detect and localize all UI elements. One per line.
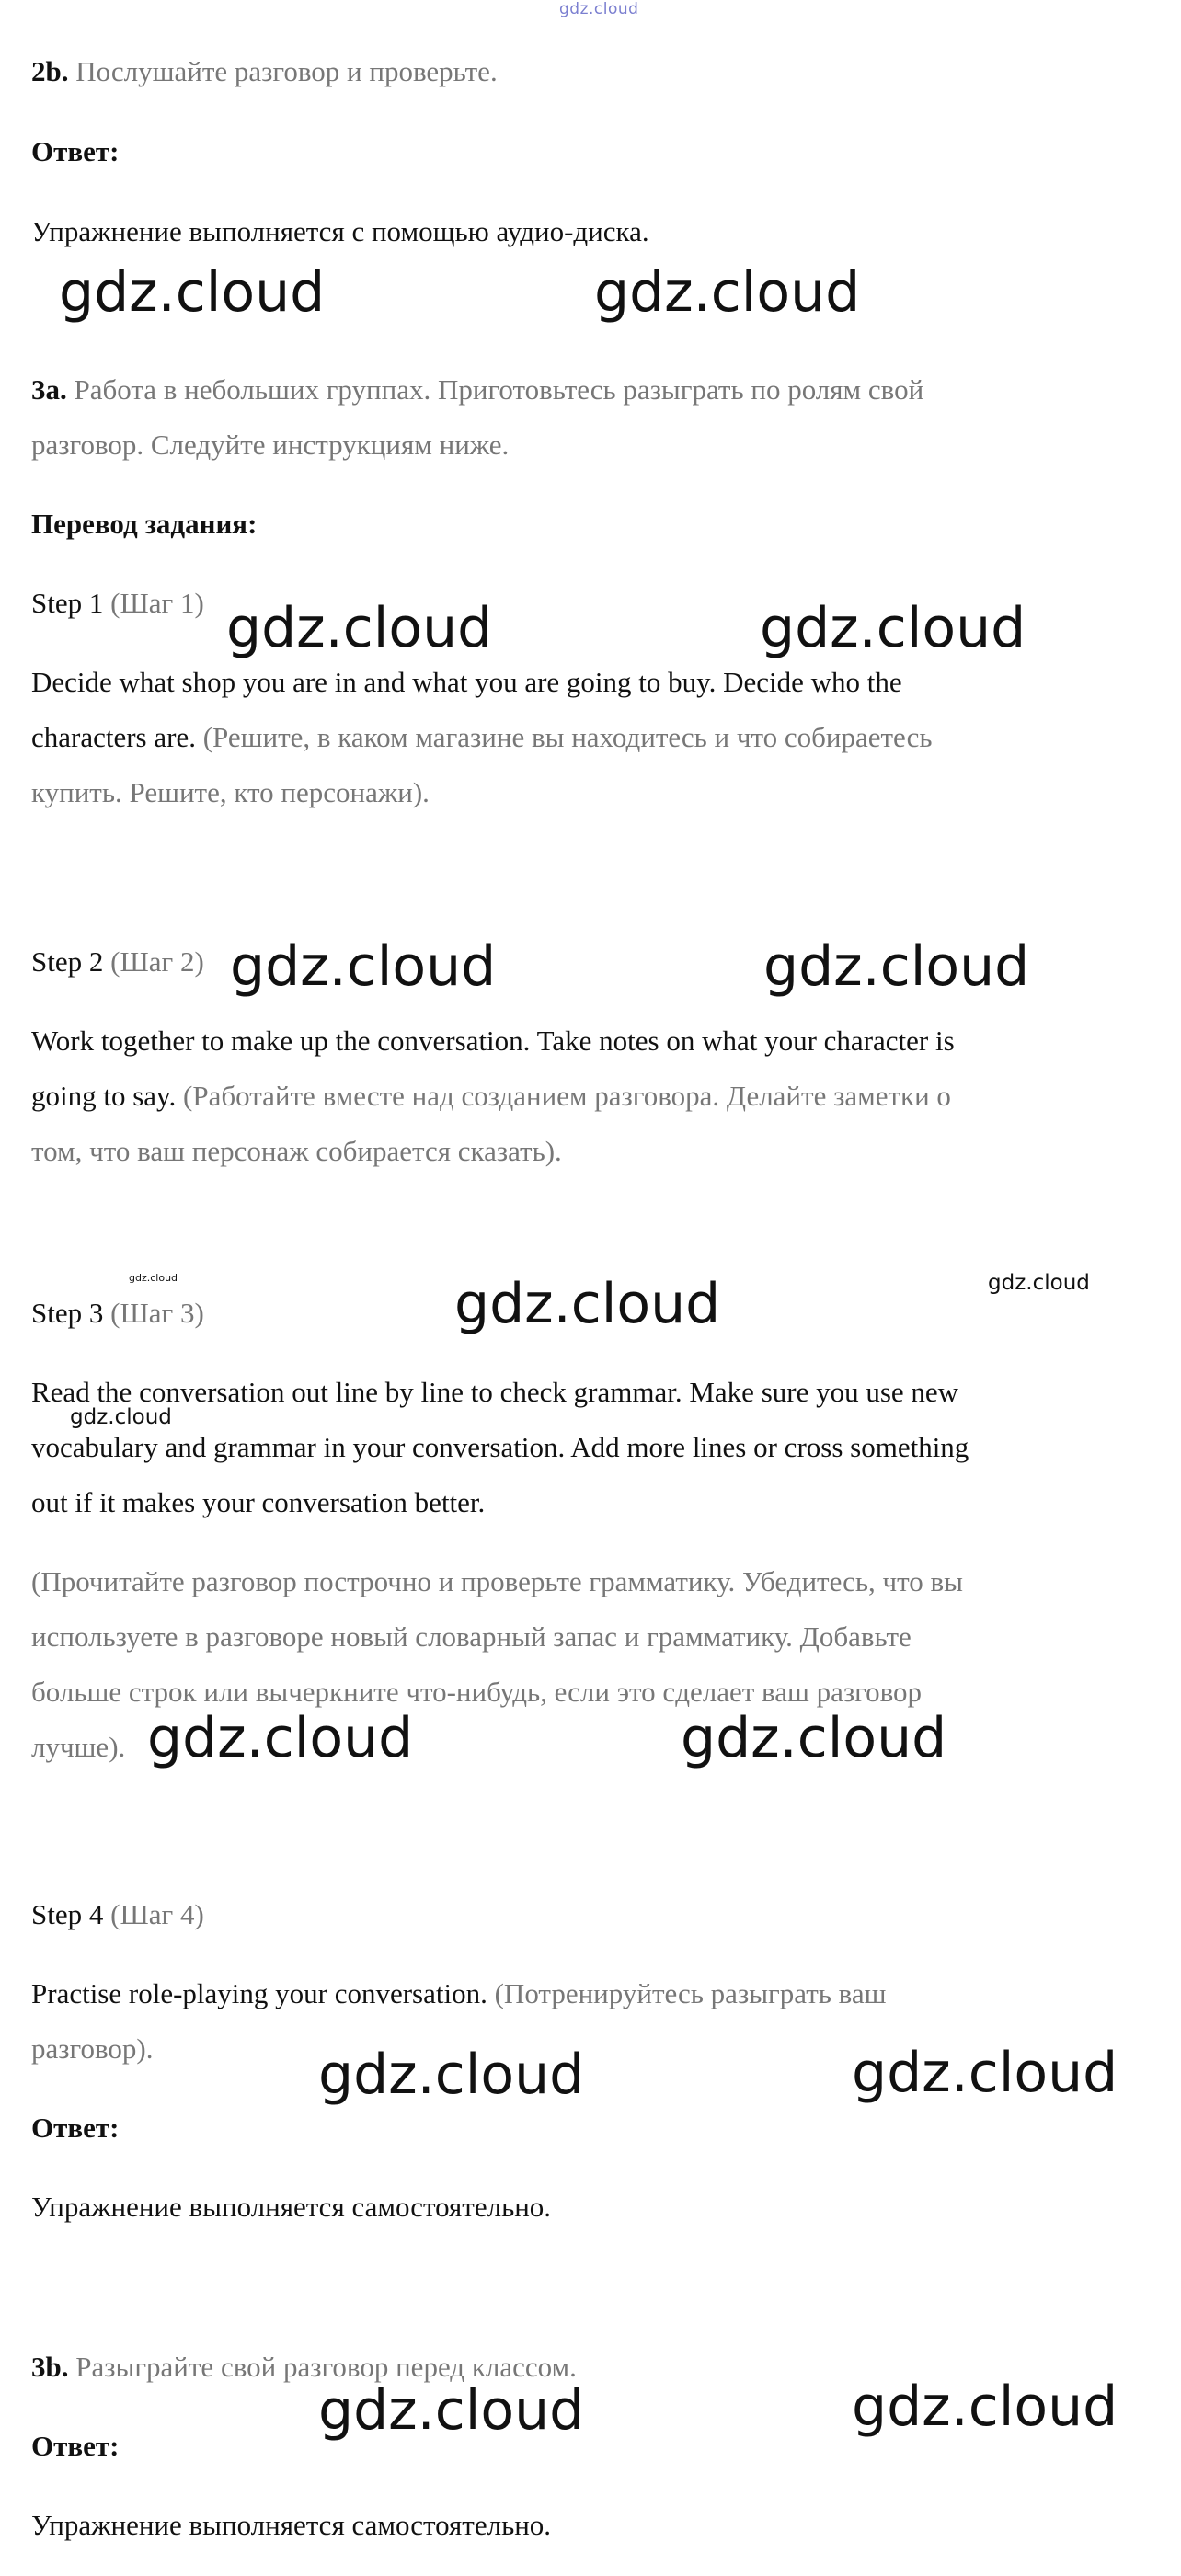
task-instruction: Послушайте разговор и проверьте. (75, 55, 498, 87)
watermark: gdz.cloud (129, 1272, 178, 1284)
task-number: 3b. (31, 2351, 69, 2383)
watermark: gdz.cloud (454, 1272, 721, 1336)
watermark: gdz.cloud (763, 934, 1030, 999)
answer-label: Ответ: (31, 135, 120, 167)
task-number: 3a. (31, 373, 67, 406)
step-text: Decide what shop you are in and what you are going to buy. Decide who the (31, 666, 902, 698)
step-text: Work together to make up the conversation. Take notes on what your character is (31, 1025, 955, 1057)
watermark: gdz.cloud (59, 260, 326, 325)
task-2b-heading (31, 44, 1150, 99)
watermark: gdz.cloud (318, 2043, 585, 2107)
watermark: gdz.cloud (594, 260, 861, 325)
header-watermark: gdz.cloud (559, 0, 639, 18)
step-text: лучше). (31, 1731, 126, 1763)
answer-text: Упражнение выполняется с помощью аудио-диска. (31, 215, 649, 247)
watermark: gdz.cloud (70, 1405, 172, 1429)
step-text: (Прочитайте разговор построчно и проверьте грамматику. Убедитесь, что вы (31, 1565, 963, 1597)
watermark: gdz.cloud (852, 2041, 1118, 2105)
watermark: gdz.cloud (760, 596, 1026, 660)
step-title: Step 1 (Шаг 1) (31, 587, 204, 619)
answer-text: Упражнение выполняется самостоятельно. (31, 2509, 552, 2541)
step-text: разговор). (31, 2032, 154, 2065)
task-instruction: Работа в небольших группах. Приготовьтесь разыграть по ролям свой (74, 373, 924, 406)
step-text: out if it makes your conversation better. (31, 1486, 486, 1518)
step-text: going to say. (Работайте вместе над созданием разговора. Делайте заметки о (31, 1080, 951, 1112)
task-number: 2b. (31, 55, 69, 87)
watermark: gdz.cloud (318, 2378, 585, 2443)
task-instruction-cont: разговор. Следуйте инструкциям ниже. (31, 429, 510, 461)
step-text: том, что ваш персонаж собирается сказать). (31, 1135, 562, 1167)
task-instruction: Разыграйте свой разговор перед классом. (75, 2351, 577, 2383)
step-text: больше строк или вычеркните что-нибудь, если это сделает ваш разговор (31, 1676, 922, 1708)
watermark: gdz.cloud (147, 1706, 414, 1770)
step-title: Step 3 (Шаг 3) (31, 1297, 204, 1329)
step-text: используете в разговоре новый словарный запас и грамматику. Добавьте (31, 1620, 912, 1653)
watermark: gdz.cloud (988, 1271, 1090, 1295)
task-3a-heading (31, 362, 1150, 418)
watermark: gdz.cloud (852, 2375, 1118, 2439)
answer-text: Упражнение выполняется самостоятельно. (31, 2191, 552, 2223)
step-text: characters are. (Решите, в каком магазине вы находитесь и что собираетесь (31, 721, 933, 753)
step-title: Step 2 (Шаг 2) (31, 945, 204, 978)
step-text: Read the conversation out line by line to check grammar. Make sure you use new (31, 1376, 959, 1408)
watermark: gdz.cloud (230, 934, 497, 999)
step-text: vocabulary and grammar in your conversation. Add more lines or cross something (31, 1431, 969, 1463)
step-title: Step 4 (Шаг 4) (31, 1898, 204, 1930)
answer-label: Ответ: (31, 2112, 120, 2144)
watermark: gdz.cloud (226, 596, 493, 660)
translation-label: Перевод задания: (31, 508, 258, 540)
step-text: Practise role-playing your conversation. (Потренируйтесь разыграть ваш (31, 1977, 887, 2009)
answer-label: Ответ: (31, 2430, 120, 2462)
watermark: gdz.cloud (681, 1706, 947, 1770)
step-text: купить. Решите, кто персонажи). (31, 776, 430, 808)
